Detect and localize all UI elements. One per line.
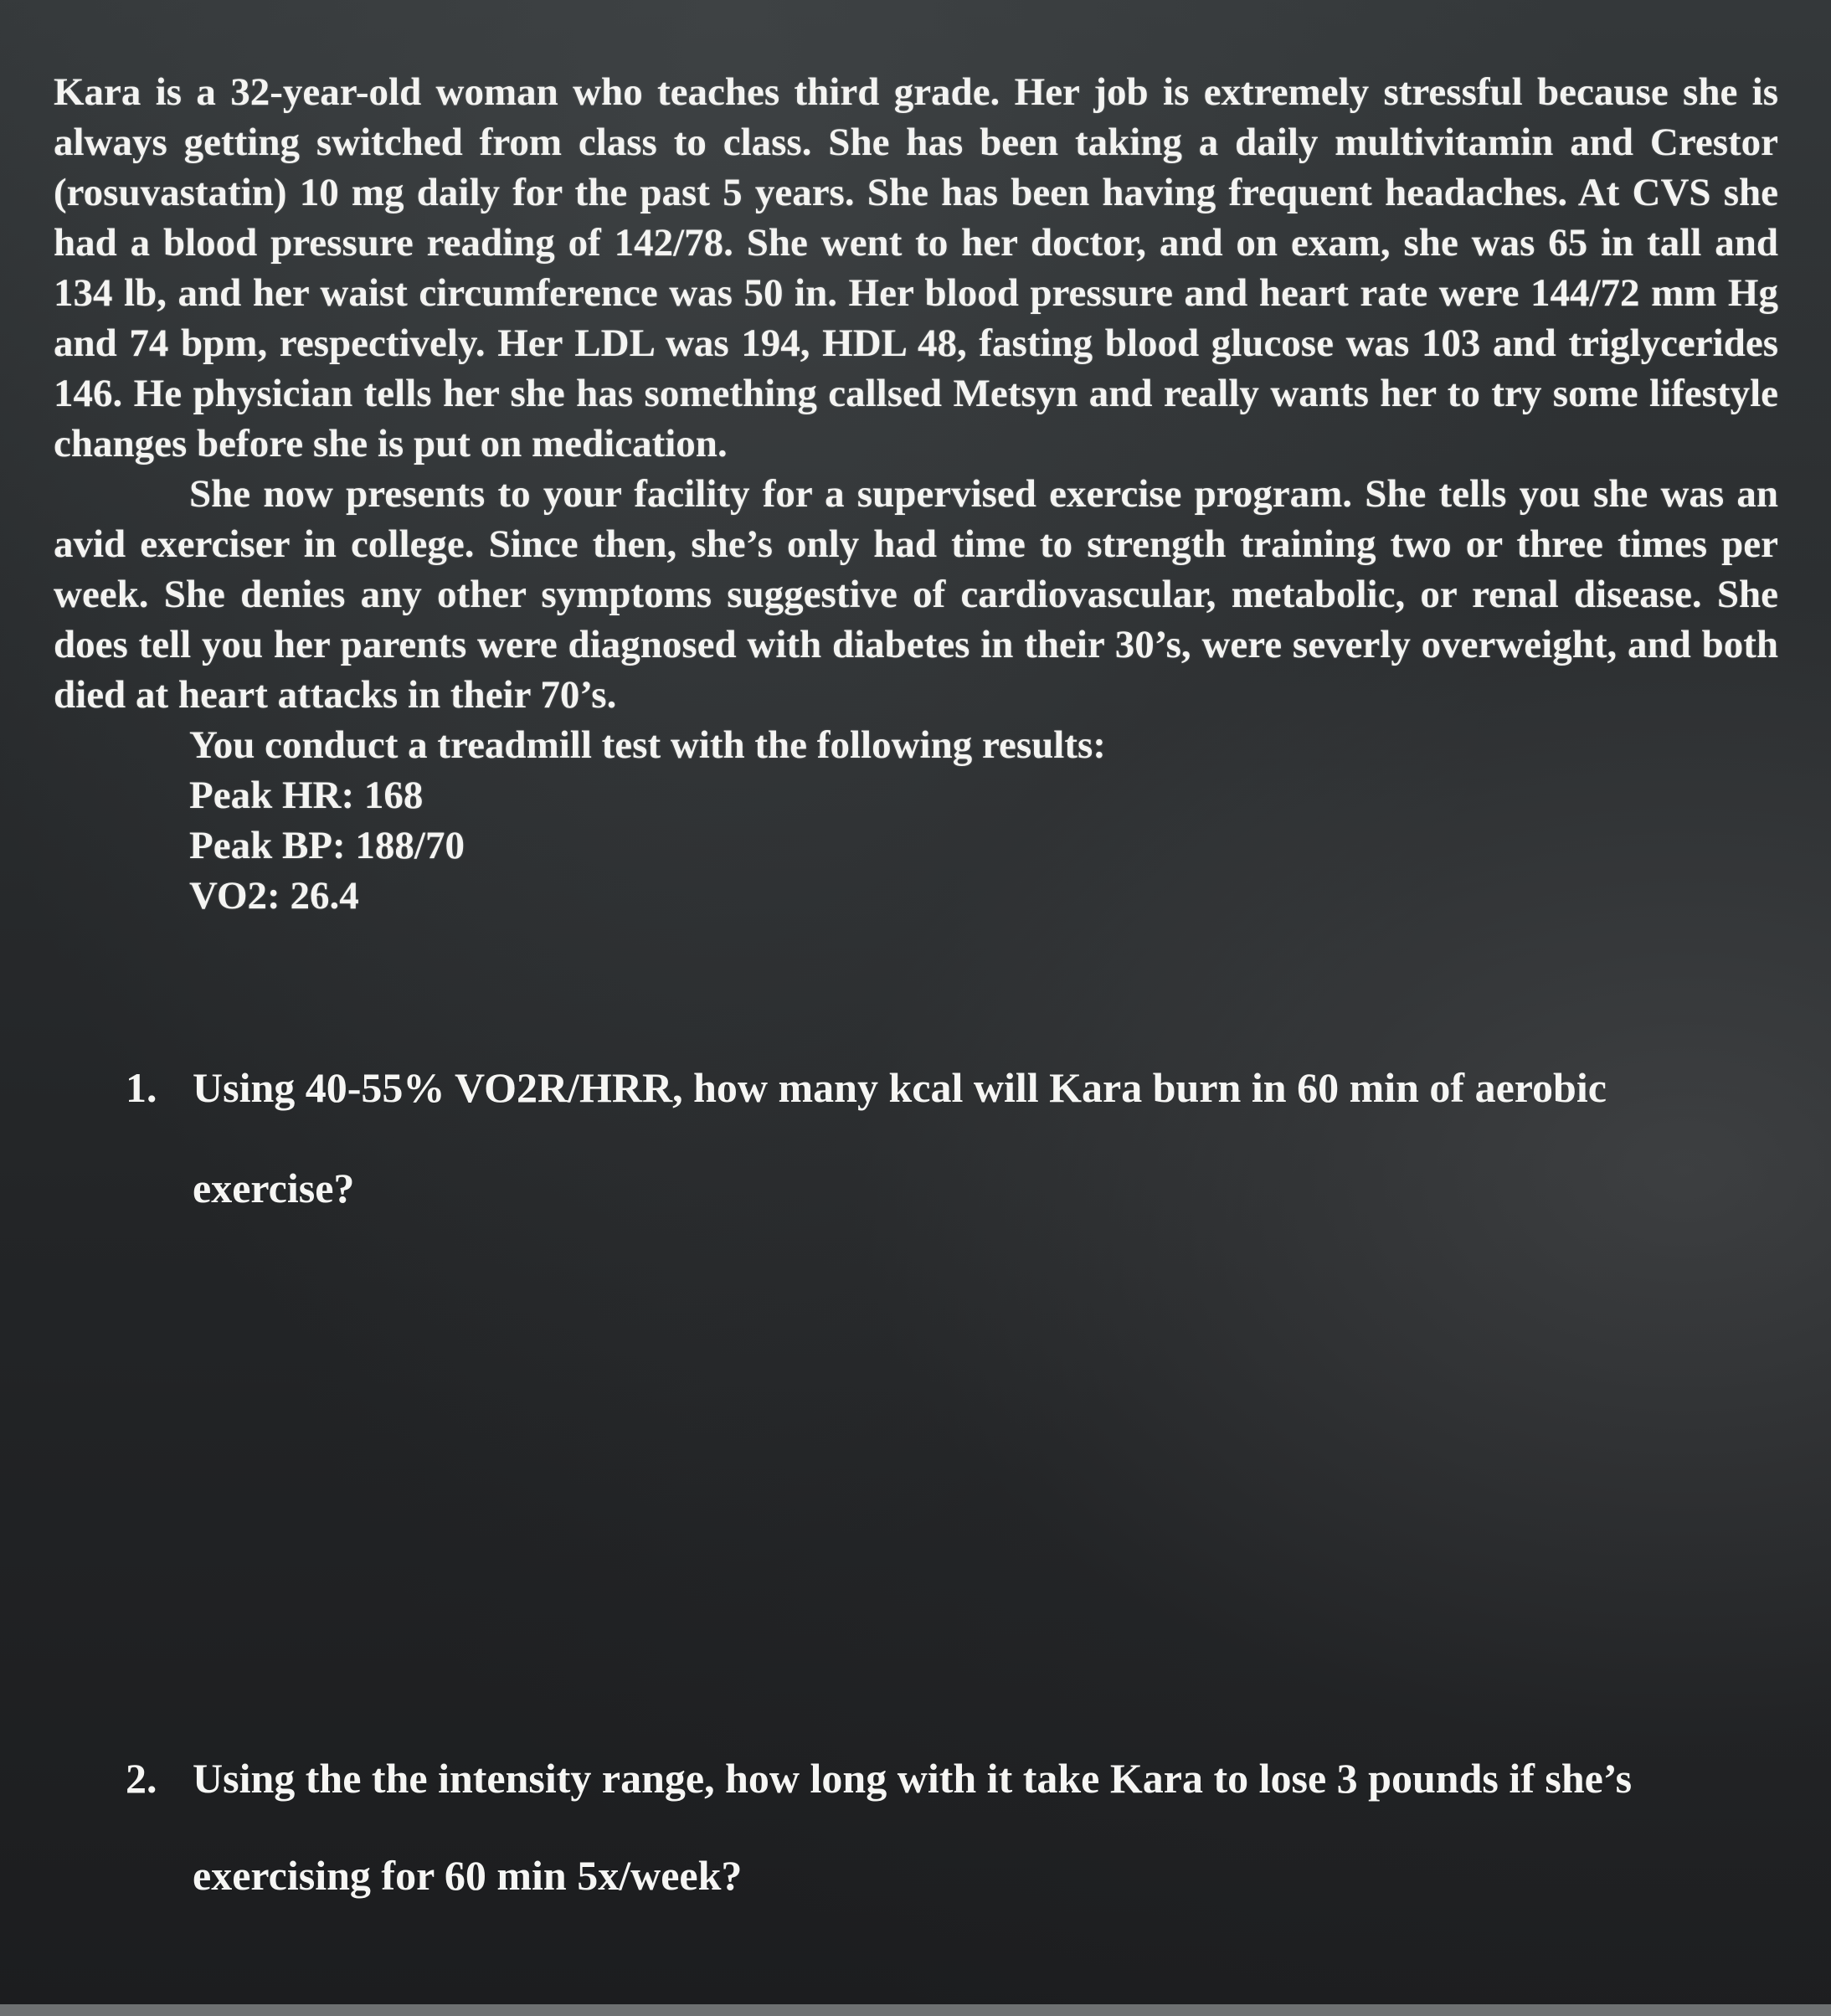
results-intro: You conduct a treadmill test with the following results: (189, 723, 1106, 767)
question-2-line-2: exercising for 60 min 5x/week? (193, 1852, 743, 1899)
case-paragraph-2 (54, 469, 1778, 720)
question-1-line-1: Using 40-55% VO2R/HRR, how many kcal will Kara burn in 60 min of aerobic (193, 1064, 1607, 1111)
result-peak-bp: Peak BP: 188/70 (189, 824, 465, 867)
question-1-number: 1. (126, 1064, 157, 1111)
case-study-text (54, 67, 1778, 921)
question-2-number: 2. (126, 1755, 157, 1802)
question-1-line-2: exercise? (193, 1165, 355, 1211)
case-paragraph-2-text: She now presents to your facility for a supervised exercise program. She tells you she was an avid exerciser in college. Since then, she’s only had time to strength training two or three times per week. She denies any other symptoms suggestive of cardiovascular, metabolic, or renal disease. She does tell you her parents were diagnosed with diabetes in their 30’s, were severly overweight, and both died at heart attacks in their 70’s. (54, 472, 1778, 717)
result-vo2: VO2: 26.4 (189, 874, 359, 918)
case-paragraph-1: Kara is a 32-year-old woman who teaches third grade. Her job is extremely stressful because she is always getting switched from class to class. She has been taking a daily multivitamin and Crestor (rosuvastatin) 10 mg daily for the past 5 years. She has been having frequent headaches. At CVS she had a blood pressure reading of 142/78. She went to her doctor, and on exam, she was 65 in tall and 134 lb, and her waist circumference was 50 in. Her blood pressure and heart rate were 144/72 mm Hg and 74 bpm, respectively. Her LDL was 194, HDL 48, fasting blood glucose was 103 and triglycerides 146. He physician tells her she has something callsed Metsyn and really wants her to try some lifestyle changes before she is put on medication. (54, 70, 1778, 465)
question-2-line-1: Using the the intensity range, how long with it take Kara to lose 3 pounds if she’s (193, 1755, 1633, 1802)
result-peak-hr: Peak HR: 168 (189, 774, 424, 817)
screen-bottom-edge (0, 2004, 1831, 2016)
